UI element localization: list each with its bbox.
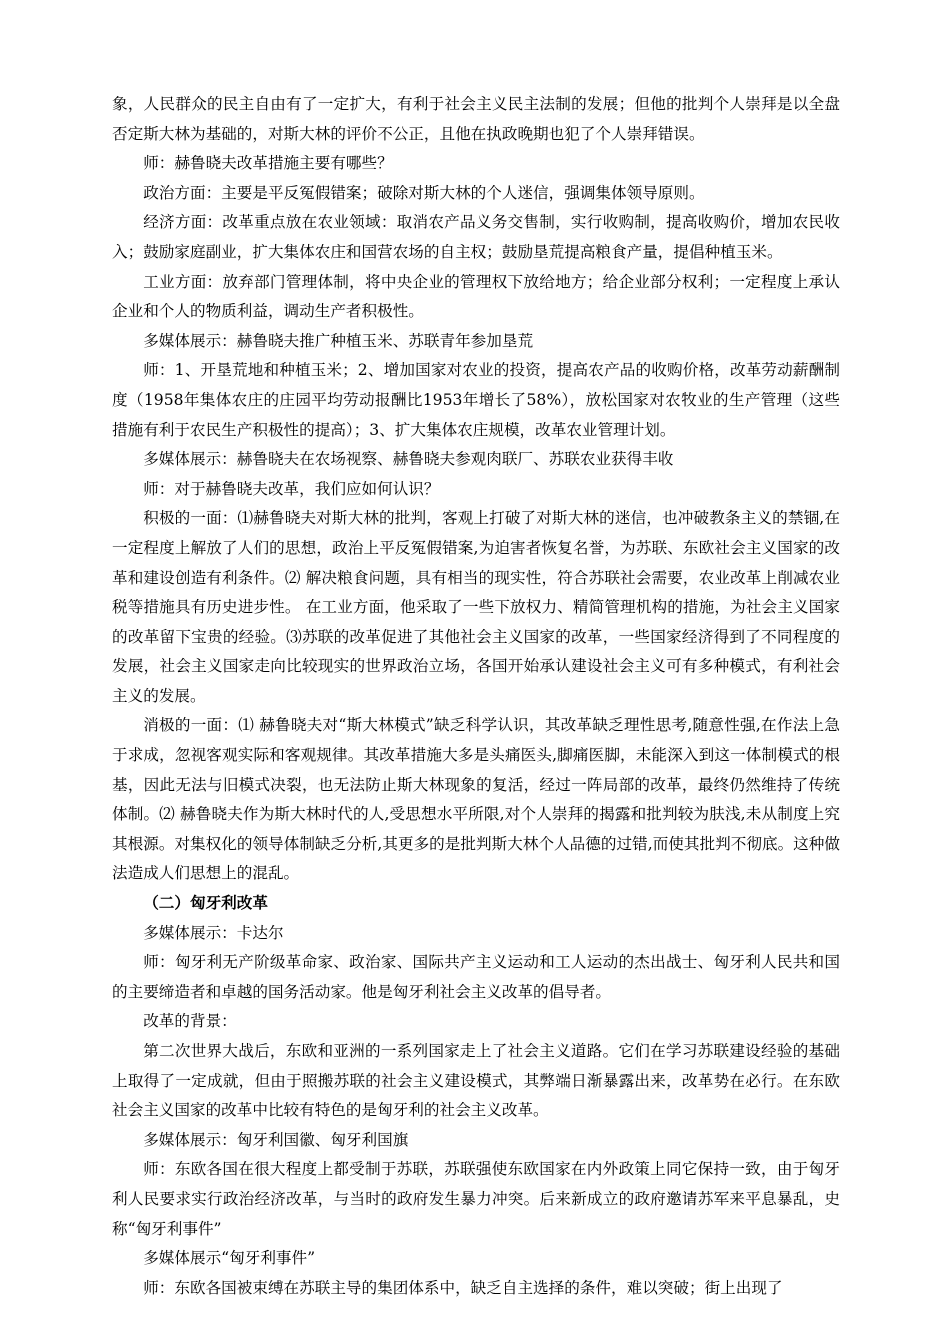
paragraph-negative-side: 消极的一面：⑴ 赫鲁晓夫对“斯大林模式”缺乏科学认识，其改革缺乏理性思考,随意性强,在作法上急于求成，忽视客观实际和客观规律。其改革措施大多是头痛医头,脚痛医脚，未能深入到这一体制模式的根基，因此无法与旧模式决裂，也无法防止斯大林现象的复活，经过一阵局部的改革，最终仍然维持了传统体制。⑵ 赫鲁晓夫作为斯大林时代的人,受思想水平所限,对个人崇拜的揭露和批判较为肤浅,未从制度上究其根源。对集权化的领导体制缺乏分析,其更多的是批判斯大林个人品德的过错,而使其批判不彻底。这种做法造成人们思想上的混乱。 — [112, 716, 840, 883]
document-page — [112, 90, 840, 1303]
paragraph-multimedia-emblem-flag: 多媒体展示：匈牙利国徽、匈牙利国旗 — [143, 1130, 409, 1149]
section-heading-hungary: （二）匈牙利改革 — [143, 894, 268, 913]
paragraph-multimedia-farm: 多媒体展示：赫鲁晓夫在农场视察、赫鲁晓夫参观肉联厂、苏联农业获得丰收 — [143, 450, 674, 469]
paragraph-teacher-question-measures: 师：赫鲁晓夫改革措施主要有哪些？ — [143, 154, 393, 173]
paragraph-teacher-eastern-europe: 师：东欧各国被束缚在苏联主导的集团体系中，缺乏自主选择的条件，难以突破；街上出现了 — [143, 1278, 783, 1297]
paragraph-political-aspect: 政治方面：主要是平反冤假错案；破除对斯大林的个人迷信，强调集体领导原则。 — [143, 183, 705, 202]
paragraph-multimedia-kadar: 多媒体展示：卡达尔 — [143, 923, 284, 942]
paragraph-teacher-agriculture: 师：1、开垦荒地和种植玉米；2、增加国家对农业的投资，提高农产品的收购价格，改革劳动薪酬制度（1958年集体农庄的庄园平均劳动报酬比1953年增长了58%），放松国家对农牧业的生产管理（这些措施有利于农民生产积极性的提高）；3、扩大集体农庄规模，改革农业管理计划。 — [112, 361, 840, 439]
paragraph-multimedia-corn: 多媒体展示：赫鲁晓夫推广种植玉米、苏联青年参加垦荒 — [143, 331, 534, 350]
paragraph-reform-background-label: 改革的背景： — [143, 1012, 237, 1031]
paragraph-positive-side: 积极的一面：⑴赫鲁晓夫对斯大林的批判，客观上打破了对斯大林的迷信，也冲破教条主义的禁锢,在一定程度上解放了人们的思想，政治上平反冤假错案,为迫害者恢复名誉，为苏联、东欧社会主义国家的改革和建设创造有利条件。⑵ 解决粮食问题，具有相当的现实性，符合苏联社会需要，农业改革上削减农业税等措施具有历史进步性。 在工业方面，他采取了一些下放权力、精简管理机构的措施，为社会主义国家的改革留下宝贵的经验。⑶苏联的改革促进了其他社会主义国家的改革，一些国家经济得到了不同程度的发展，社会主义国家走向比较现实的世界政治立场，各国开始承认建设社会主义可有多种模式，有利社会主义的发展。 — [112, 509, 840, 705]
paragraph-multimedia-hungary-event: 多媒体展示“匈牙利事件” — [143, 1249, 316, 1268]
paragraph-teacher-kadar: 师：匈牙利无产阶级革命家、政治家、国际共产主义运动和工人运动的杰出战士、匈牙利人民共和国的主要缔造者和卓越的国务活动家。他是匈牙利社会主义改革的倡导者。 — [112, 953, 840, 1001]
paragraph-continuation: 象，人民群众的民主自由有了一定扩大，有利于社会主义民主法制的发展；但他的批判个人崇拜是以全盘否定斯大林为基础的，对斯大林的评价不公正，且他在执政晚期也犯了个人崇拜错误。 — [112, 95, 840, 143]
paragraph-industrial-aspect: 工业方面：放弃部门管理体制，将中央企业的管理权下放给地方；给企业部分权利；一定程度上承认企业和个人的物质利益，调动生产者积极性。 — [112, 272, 840, 321]
paragraph-reform-background: 第二次世界大战后，东欧和亚洲的一系列国家走上了社会主义道路。它们在学习苏联建设经验的基础上取得了一定成就，但由于照搬苏联的社会主义建设模式，其弊端日渐暴露出来，改革势在必行。在东欧社会主义国家的改革中比较有特色的是匈牙利的社会主义改革。 — [112, 1042, 840, 1120]
paragraph-teacher-question-evaluation: 师：对于赫鲁晓夫改革，我们应如何认识？ — [143, 479, 440, 498]
paragraph-teacher-hungary-event: 师：东欧各国在很大程度上都受制于苏联，苏联强使东欧国家在内外政策上同它保持一致，由于匈牙利人民要求实行政治经济改革，与当时的政府发生暴力冲突。后来新成立的政府邀请苏军来平息暴乱，史称“匈牙利事件” — [112, 1160, 840, 1238]
paragraph-economic-aspect: 经济方面：改革重点放在农业领域：取消农产品义务交售制，实行收购制，提高收购价，增加农民收入；鼓励家庭副业，扩大集体农庄和国营农场的自主权；鼓励垦荒提高粮食产量，提倡种植玉米。 — [112, 213, 840, 261]
